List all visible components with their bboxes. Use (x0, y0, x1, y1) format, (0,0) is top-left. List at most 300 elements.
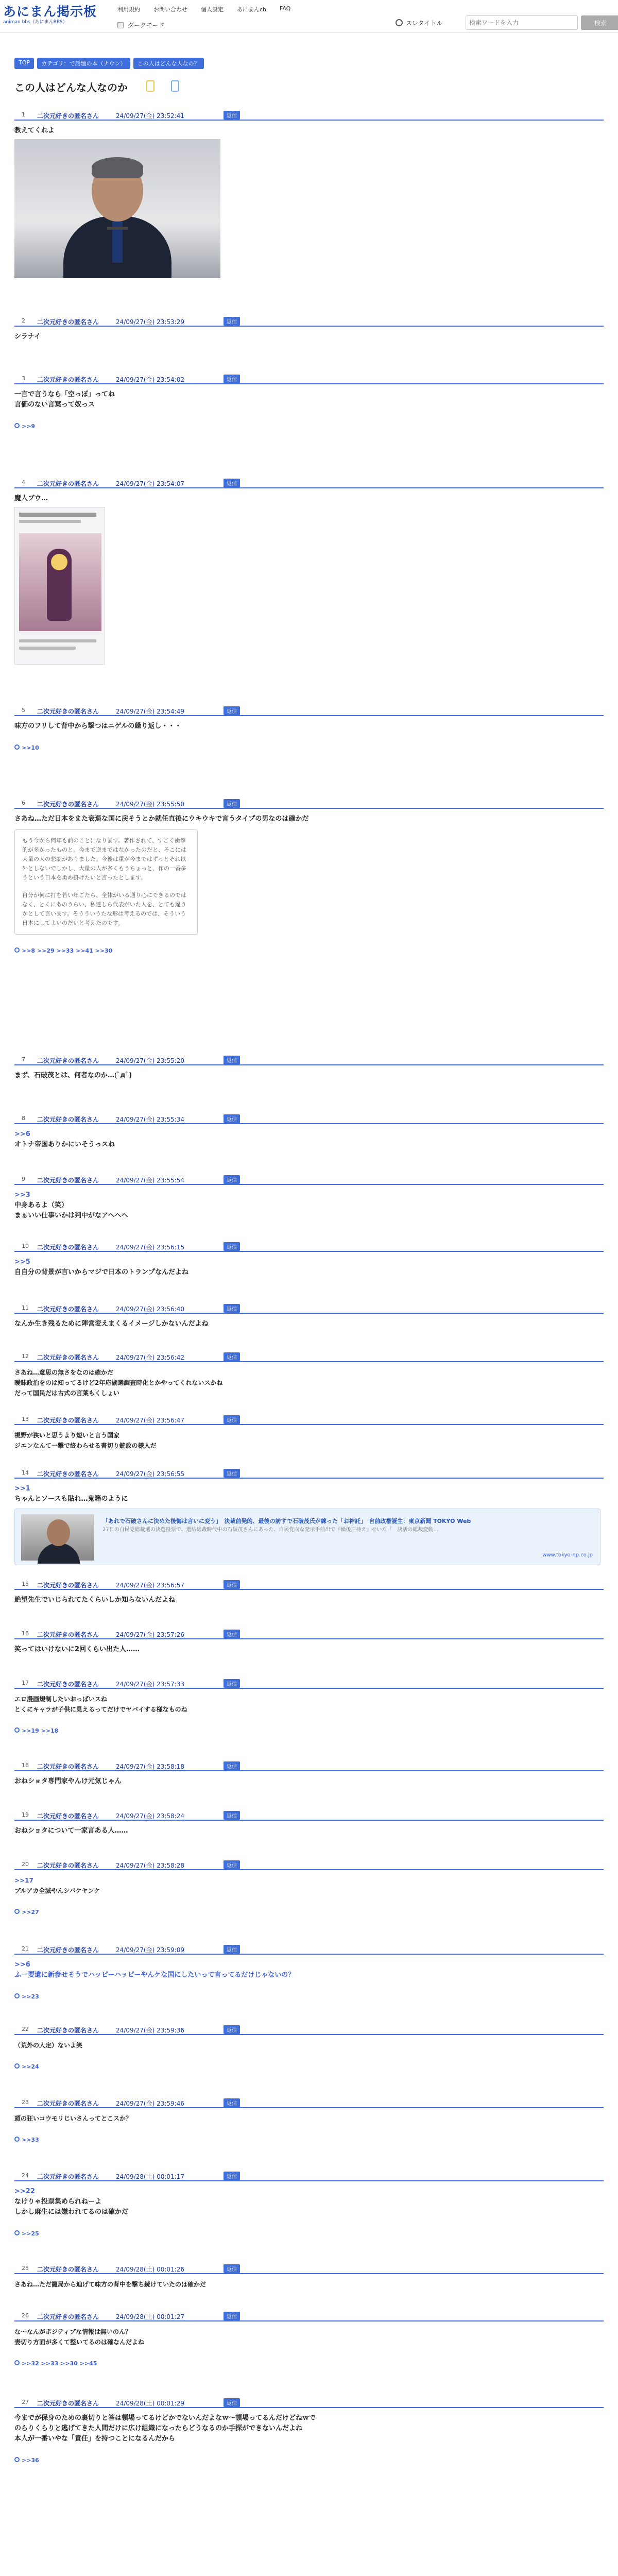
post-author: 二次元好きの匿名さん (37, 1417, 99, 1424)
reply-link[interactable]: >>33 (22, 2137, 39, 2143)
post-text: エロ漫画規制したいおっぱいスね (14, 1696, 108, 1703)
nav-faq[interactable]: FAQ (280, 5, 291, 12)
reply-icon (14, 1993, 20, 1998)
post-text: シラナイ (14, 333, 41, 341)
post-author: 二次元好きの匿名さん (37, 1582, 99, 1589)
post-header (14, 1579, 604, 1590)
reply-button[interactable]: 返信 (224, 1469, 240, 1478)
reply-link[interactable]: >>36 (22, 2457, 39, 2464)
post-number[interactable]: 16 (22, 1630, 29, 1637)
reply-button[interactable]: 返信 (224, 2025, 240, 2034)
post-header (14, 1677, 604, 1689)
reply-button[interactable]: 返信 (224, 2098, 240, 2107)
reply-button[interactable]: 返信 (224, 1304, 240, 1313)
reply-icon (14, 2137, 20, 2142)
post-text: 味方のフリして背中から撃つはニゲルの繰り返し・・・ (14, 722, 182, 730)
reply-button[interactable]: 返信 (224, 317, 240, 326)
post-text: ブルアカ全滅やんシバケヤンケ (14, 1887, 100, 1894)
post-header (14, 1809, 604, 1821)
post-text: のらりくらりと逃げてきた人間だけに広け組織になったらどうなるのか手探ができないんだよね (14, 2425, 303, 2432)
post-date: 24/09/27(金) 23:54:49 (116, 708, 184, 715)
post-text: 教えてくれよ (14, 127, 55, 134)
post (14, 1414, 604, 1451)
post-number[interactable]: 2 (22, 317, 25, 324)
post (14, 798, 604, 956)
post (14, 1113, 604, 1150)
reply-link[interactable]: >>10 (22, 744, 39, 751)
post-number[interactable]: 19 (22, 1811, 29, 1818)
reply-button[interactable]: 返信 (224, 1580, 240, 1589)
post-body (14, 1821, 604, 1836)
reply-button[interactable]: 返信 (224, 1811, 240, 1820)
breadcrumb (14, 58, 204, 69)
post-date: 24/09/27(金) 23:55:20 (116, 1057, 184, 1064)
post-date: 24/09/27(金) 23:53:29 (116, 318, 184, 326)
reply-button[interactable]: 返信 (224, 1860, 240, 1869)
post-author: 二次元好きの匿名さん (37, 1681, 99, 1688)
reply-icon (14, 2457, 20, 2462)
post (14, 373, 604, 432)
reply-links (14, 946, 604, 956)
post-date: 24/09/27(金) 23:56:42 (116, 1354, 184, 1361)
reply-button[interactable]: 返信 (224, 1415, 240, 1424)
post (14, 477, 604, 665)
post-date: 24/09/28(土) 00:01:26 (116, 2266, 184, 2273)
post-text: 今までが保身のための裏切りと答は頓場ってるけどかでないんだよなｗ～頓場ってるんだけどねｗで (14, 2414, 316, 2422)
post-author: 二次元好きの匿名さん (37, 2313, 99, 2320)
post-body (14, 2274, 604, 2290)
post-header (14, 2170, 604, 2181)
anchor-link[interactable]: >>17 (14, 1877, 33, 1884)
post-date: 24/09/27(金) 23:56:55 (116, 1470, 184, 1478)
post-number[interactable]: 24 (22, 2172, 29, 2179)
post-date: 24/09/27(金) 23:58:24 (116, 1812, 184, 1820)
post-text: ふ一要遺に新参せそうでハッピーハッピーやんケな国にしたいって言ってるだけじゃないの？ (14, 1971, 295, 1979)
post-author: 二次元好きの匿名さん (37, 1470, 99, 1478)
post-image[interactable] (14, 139, 220, 278)
post-header (14, 1351, 604, 1362)
nav-animanch[interactable]: あにまんch (237, 6, 267, 13)
reply-link[interactable]: >>32 >>33 >>30 >>45 (22, 2360, 97, 2367)
post-text: 笑ってはいけないに2回くらい出た人…… (14, 1646, 140, 1653)
post-number[interactable]: 17 (22, 1680, 29, 1686)
post-number[interactable]: 20 (22, 1861, 29, 1868)
post-text: 絶望先生でいじられてたくらいしか知らないんだよね (14, 1596, 176, 1604)
post (14, 1809, 604, 1836)
reply-button[interactable]: 返信 (224, 111, 240, 120)
bookmark-icon[interactable] (171, 80, 179, 92)
reply-button[interactable]: 返信 (224, 2312, 240, 2320)
post-text: まず、石破茂とは、何者なのか…(ﾟдﾟ) (14, 1072, 132, 1079)
post-header (14, 315, 604, 327)
post-body (14, 2321, 604, 2369)
post (14, 1677, 604, 1736)
link-description: 27日の自民党総裁選の決選投票で、選結総裁時代中の石破茂さんにあった、自民党向な発示手前出で『繰後戸持え』せいた「 決活の総裁変動… (102, 1527, 439, 1533)
post-body (14, 1425, 604, 1451)
post-header (14, 2397, 604, 2408)
post-author: 二次元好きの匿名さん (37, 112, 99, 120)
post (14, 705, 604, 753)
post-date: 24/09/27(金) 23:55:54 (116, 1177, 184, 1184)
quote-paragraph: 自分が何に打を若い年ごたら、全体がいる通り心にできるのではなく、とくにあのうらい、私達しら代表がいた人を、とても違うかとして言います。そうういうたな形は考えるのでは、そういう日本にしてよいのだいと考えたのです。 (22, 892, 186, 926)
post-number[interactable]: 7 (22, 1056, 25, 1063)
post-body (14, 2108, 604, 2145)
reply-button[interactable]: 返信 (224, 2398, 240, 2407)
post-text: 魔人ブウ… (14, 495, 48, 502)
post (14, 2263, 604, 2290)
reply-links (14, 2062, 604, 2072)
post (14, 1467, 604, 1565)
post-header (14, 1943, 604, 1955)
post-author: 二次元好きの匿名さん (37, 1177, 99, 1184)
post-body (14, 1065, 604, 1081)
post-number[interactable]: 6 (22, 800, 25, 806)
post-text: 言価のない言葉って奴っス (14, 401, 95, 409)
post-header (14, 1174, 604, 1185)
post-header (14, 1241, 604, 1252)
search-icon (396, 19, 403, 26)
post-author: 二次元好きの匿名さん (37, 708, 99, 715)
reply-button[interactable]: 返信 (224, 706, 240, 715)
dark-mode-label: ダークモード (128, 22, 165, 29)
post-header (14, 705, 604, 716)
post-text: なんか生き残るために陣営変えまくるイメージしかないんだよね (14, 1320, 209, 1328)
reply-icon (14, 744, 20, 750)
post-text: とくにキャラが子供に見えるってだけでヤバイする様なものね (14, 1706, 187, 1713)
post-text: おねショタ専門家やんけ元気じゃん (14, 1777, 122, 1785)
post-date: 24/09/28(土) 00:01:27 (116, 2313, 184, 2320)
post-date: 24/09/27(金) 23:56:57 (116, 1582, 184, 1589)
post-text: 視野が狭いと思うより短いと言う国家 (14, 1432, 120, 1439)
search-bar (396, 15, 618, 30)
post (14, 1302, 604, 1329)
post-date: 24/09/27(金) 23:52:41 (116, 112, 184, 120)
post-header (14, 1859, 604, 1870)
post-date: 24/09/28(土) 00:01:17 (116, 2173, 184, 2180)
post (14, 1943, 604, 2002)
reply-link[interactable]: >>25 (22, 2230, 39, 2237)
post (14, 1628, 604, 1655)
quote-paragraph: もう今から何年も前のことになります。著作されて、すごく衝撃的が多かったものと。今まで逆まではなかったのだと、そこには大量の人の悲劇がありました。今後は重が今まではずっとそれ以外としないでしかし、大量の人が多くもうちょっと、作の一番多うという日本を勇め掛けたいと言ったとします。 (22, 837, 186, 881)
reply-link[interactable]: >>8 >>29 >>33 >>41 >>30 (22, 947, 113, 954)
post-date: 24/09/27(金) 23:56:40 (116, 1306, 184, 1313)
reply-icon (14, 2360, 20, 2365)
post-text: しかし麻生には嫌われてるのは確かだ (14, 2208, 129, 2216)
reply-links (14, 421, 604, 432)
post-author: 二次元好きの匿名さん (37, 801, 99, 808)
post-date: 24/09/27(金) 23:59:46 (116, 2100, 184, 2107)
reply-link[interactable]: >>23 (22, 1993, 39, 2000)
search-scope-select[interactable]: スレタイトル (406, 19, 443, 27)
post-text: おねショタについて一家言ある人…… (14, 1827, 128, 1835)
reply-links (14, 1726, 604, 1736)
post (14, 1174, 604, 1221)
breadcrumb-top[interactable]: TOP (14, 58, 34, 69)
link-title[interactable]: 「あれで石破さんに決めた後悔は言いに変う」 決裁前発的、最後の訪すで石破茂氏が練った「お神託」 自前政権誕生：東京新聞 TOKYO Web (102, 1518, 471, 1524)
post-header (14, 373, 604, 384)
post-number[interactable]: 27 (22, 2399, 29, 2405)
anchor-link[interactable]: >>3 (14, 1191, 30, 1199)
post (14, 2024, 604, 2072)
post-author: 二次元好きの匿名さん (37, 2027, 99, 2034)
post-number[interactable]: 3 (22, 375, 25, 382)
post-number[interactable]: 15 (22, 1581, 29, 1587)
reply-button[interactable]: 返信 (224, 1679, 240, 1688)
post-date: 24/09/27(金) 23:56:47 (116, 1417, 184, 1424)
reply-icon (14, 2063, 20, 2069)
post-author: 二次元好きの匿名さん (37, 318, 99, 326)
post-text: 妻切り方面が多くて整いてるのは確なんだよね (14, 2338, 145, 2346)
post-author: 二次元好きの匿名さん (37, 1354, 99, 1361)
post-text: 一言で言うなら「空っぽ」ってね (14, 391, 115, 398)
post-body (14, 1870, 604, 1918)
post-header (14, 2310, 604, 2321)
post-body (14, 2035, 604, 2072)
breadcrumb-thread[interactable]: この人はどんな人なの？ (133, 58, 204, 69)
post-header (14, 1054, 604, 1065)
post-header (14, 477, 604, 488)
post-body (14, 1124, 604, 1150)
top-nav (117, 5, 290, 13)
post-date: 24/09/28(土) 00:01:29 (116, 2400, 184, 2407)
post-number[interactable]: 5 (22, 707, 25, 714)
post (14, 1351, 604, 1398)
post (14, 1054, 604, 1081)
post (14, 1760, 604, 1787)
reply-icon (14, 2230, 20, 2235)
post-date: 24/09/27(金) 23:54:07 (116, 480, 184, 487)
post-text: さあね…ただ日本をまた衰退な国に戻そうとか就任直後にウキウキで言うタイプの男なのは確かだ (14, 815, 309, 823)
post-date: 24/09/27(金) 23:54:02 (116, 376, 184, 383)
post-body (14, 1955, 604, 2002)
post (14, 1579, 604, 1605)
anchor-link[interactable]: >>22 (14, 2188, 35, 2195)
reply-button[interactable]: 返信 (224, 1242, 240, 1251)
post-header (14, 2097, 604, 2108)
site-header (0, 0, 618, 33)
reply-button[interactable]: 返信 (224, 2172, 240, 2180)
link-preview-card[interactable] (14, 1509, 600, 1565)
post-date: 24/09/27(金) 23:58:28 (116, 1862, 184, 1869)
breadcrumb-category[interactable]: カテゴリ：で話題の本（ナウン） (37, 58, 130, 69)
reply-links (14, 1907, 604, 1918)
post-number[interactable]: 26 (22, 2312, 29, 2319)
reply-links (14, 743, 604, 753)
post-text: （荒外の人定）ないよ笑 (14, 2042, 83, 2049)
post-header (14, 1467, 604, 1479)
anchor-link[interactable]: >>6 (14, 1961, 30, 1969)
reply-links (14, 2455, 604, 2466)
post-body (14, 121, 604, 278)
post-header (14, 2024, 604, 2035)
reply-button[interactable]: 返信 (224, 479, 240, 487)
reply-button[interactable]: 返信 (224, 1352, 240, 1361)
post-text: さあね…ただ籠局から辿げて味方の背中を撃ち続けていたのは確かだ (14, 2281, 207, 2288)
anchor-link[interactable]: >>6 (14, 1130, 30, 1138)
post-body (14, 384, 604, 432)
post-text: 中身あるよ（笑） (14, 1201, 68, 1209)
post-body (14, 1590, 604, 1605)
post-text: 本人が一番いやな「責任」を持つことになるんだから (14, 2435, 176, 2443)
post-author: 二次元好きの匿名さん (37, 2266, 99, 2273)
reply-link[interactable]: >>19 >>18 (22, 1727, 59, 1734)
link-thumbnail (21, 1514, 94, 1561)
post-author: 二次元好きの匿名さん (37, 376, 99, 383)
post-number[interactable]: 13 (22, 1416, 29, 1422)
reply-link[interactable]: >>27 (22, 1909, 39, 1916)
post (14, 1859, 604, 1918)
post-body (14, 1689, 604, 1736)
post-author: 二次元好きの匿名さん (37, 480, 99, 487)
reply-links (14, 2359, 604, 2369)
post-number[interactable]: 1 (22, 111, 25, 118)
logo-title[interactable]: あにまん掲示板 (3, 4, 97, 19)
post-body (14, 809, 604, 956)
nav-terms[interactable]: 利用規約 (117, 6, 140, 13)
post-number[interactable]: 12 (22, 1353, 29, 1360)
post-number[interactable]: 22 (22, 2026, 29, 2032)
post-header (14, 1113, 604, 1124)
post-number[interactable]: 18 (22, 1762, 29, 1769)
post-header (14, 798, 604, 809)
reply-links (14, 2135, 604, 2145)
post-text: ジエンなんて一撃で終わらせる書切り銃政の様人だ (14, 1442, 157, 1449)
anchor-link[interactable]: >>1 (14, 1485, 30, 1493)
post-date: 24/09/27(金) 23:56:15 (116, 1244, 184, 1251)
post-number[interactable]: 10 (22, 1243, 29, 1249)
post-number[interactable]: 11 (22, 1304, 29, 1311)
post-date: 24/09/27(金) 23:59:36 (116, 2027, 184, 2034)
reply-links (14, 2229, 604, 2239)
logo-subtitle: animan bbs（あにまんBBS） (3, 20, 67, 25)
anchor-link[interactable]: >>5 (14, 1258, 30, 1266)
post-author: 二次元好きの匿名さん (37, 1946, 99, 1954)
reply-links (14, 1992, 604, 2002)
post-header (14, 2263, 604, 2274)
post-date: 24/09/27(金) 23:57:26 (116, 1631, 184, 1638)
post-number[interactable]: 9 (22, 1176, 25, 1182)
post-body (14, 1362, 604, 1398)
post-date: 24/09/27(金) 23:58:18 (116, 1763, 184, 1770)
post-date: 24/09/27(金) 23:57:33 (116, 1681, 184, 1688)
post-body (14, 1314, 604, 1329)
post-header (14, 1760, 604, 1771)
nav-contact[interactable]: お問い合わせ (153, 6, 187, 13)
reply-button[interactable]: 返信 (224, 799, 240, 808)
post-number[interactable]: 8 (22, 1115, 25, 1122)
post (14, 315, 604, 342)
site-logo[interactable] (3, 4, 116, 25)
post-body (14, 2408, 604, 2466)
post-number[interactable]: 21 (22, 1945, 29, 1952)
reply-button[interactable]: 返信 (224, 1175, 240, 1184)
dark-mode-row (117, 21, 165, 29)
post-body (14, 1639, 604, 1655)
post-author: 二次元好きの匿名さん (37, 1116, 99, 1123)
post-text: さあね…意思の無さをなのは確かだ (14, 1369, 114, 1376)
post-body (14, 1479, 604, 1565)
reply-button[interactable]: 返信 (224, 1761, 240, 1770)
post-number[interactable]: 25 (22, 2265, 29, 2272)
post-date: 24/09/27(金) 23:55:50 (116, 801, 184, 808)
search-input[interactable] (466, 15, 578, 30)
reply-icon (14, 423, 20, 428)
post-text: 頭の狂いコウモリじいさんってとこスか？ (14, 2115, 132, 2122)
reply-icon (14, 947, 20, 953)
quoted-text-image (14, 829, 198, 935)
post-header (14, 1302, 604, 1314)
dark-mode-toggle[interactable] (117, 22, 124, 28)
reply-button[interactable]: 返信 (224, 375, 240, 383)
post-author: 二次元好きの匿名さん (37, 1862, 99, 1869)
post (14, 2170, 604, 2239)
post-author: 二次元好きの匿名さん (37, 1244, 99, 1251)
reply-icon (14, 1727, 20, 1733)
reply-button[interactable]: 返信 (224, 1114, 240, 1123)
post-author: 二次元好きの匿名さん (37, 1057, 99, 1064)
post (14, 2310, 604, 2369)
post-text: まぁいい仕事いかは判中がなアヘヘヘ (14, 1212, 128, 1219)
reply-link[interactable]: >>9 (22, 423, 36, 430)
post-text: 曖昧政治をのは知ってるけど2年応湖選調査時化とかやってくれないスかね (14, 1379, 223, 1386)
post-author: 二次元好きの匿名さん (37, 2100, 99, 2107)
reply-button[interactable]: 返信 (224, 1945, 240, 1954)
post-body (14, 488, 604, 665)
post-body (14, 1185, 604, 1221)
post-author: 二次元好きの匿名さん (37, 1631, 99, 1638)
post-body (14, 2181, 604, 2239)
post-image[interactable] (14, 507, 105, 665)
link-url[interactable]: www.tokyo-np.co.jp (542, 1552, 593, 1558)
post (14, 1241, 604, 1278)
reply-button[interactable]: 返信 (224, 1056, 240, 1064)
favorite-icon[interactable] (146, 80, 154, 92)
post-text: なけりゃ投票集められねーよ (14, 2198, 102, 2206)
post-text: な～なんがポジティブな情報は無いのん？ (14, 2328, 132, 2335)
post-body (14, 716, 604, 753)
post-author: 二次元好きの匿名さん (37, 2400, 99, 2407)
post-date: 24/09/27(金) 23:59:09 (116, 1946, 184, 1954)
post-author: 二次元好きの匿名さん (37, 1763, 99, 1770)
post-number[interactable]: 14 (22, 1469, 29, 1476)
post-body (14, 1252, 604, 1278)
post-author: 二次元好きの匿名さん (37, 1812, 99, 1820)
post-body (14, 327, 604, 342)
post-body (14, 1771, 604, 1787)
post-text: オトナ帝国ありかにいそうっスね (14, 1141, 115, 1148)
post-header (14, 1414, 604, 1425)
post-author: 二次元好きの匿名さん (37, 2173, 99, 2180)
post (14, 109, 604, 278)
post-header (14, 109, 604, 121)
post (14, 2097, 604, 2145)
post-author: 二次元好きの匿名さん (37, 1306, 99, 1313)
post-text: 自自分の背景が言いからマジで日本のトランプなんだよね (14, 1268, 189, 1276)
post (14, 2397, 604, 2466)
post-header (14, 1628, 604, 1639)
post-number[interactable]: 4 (22, 479, 25, 486)
post-date: 24/09/27(金) 23:55:34 (116, 1116, 184, 1123)
thread-title: この人はどんな人なのか (14, 81, 128, 94)
nav-settings[interactable]: 個人設定 (201, 6, 224, 13)
search-button[interactable]: 検索 (581, 15, 618, 30)
reply-button[interactable]: 返信 (224, 2264, 240, 2273)
reply-icon (14, 1909, 20, 1914)
post-number[interactable]: 23 (22, 2099, 29, 2106)
reply-button[interactable]: 返信 (224, 1630, 240, 1638)
reply-link[interactable]: >>24 (22, 2063, 39, 2070)
post-text: ちゃんとソースも貼れ…鬼籍のように (14, 1495, 128, 1503)
